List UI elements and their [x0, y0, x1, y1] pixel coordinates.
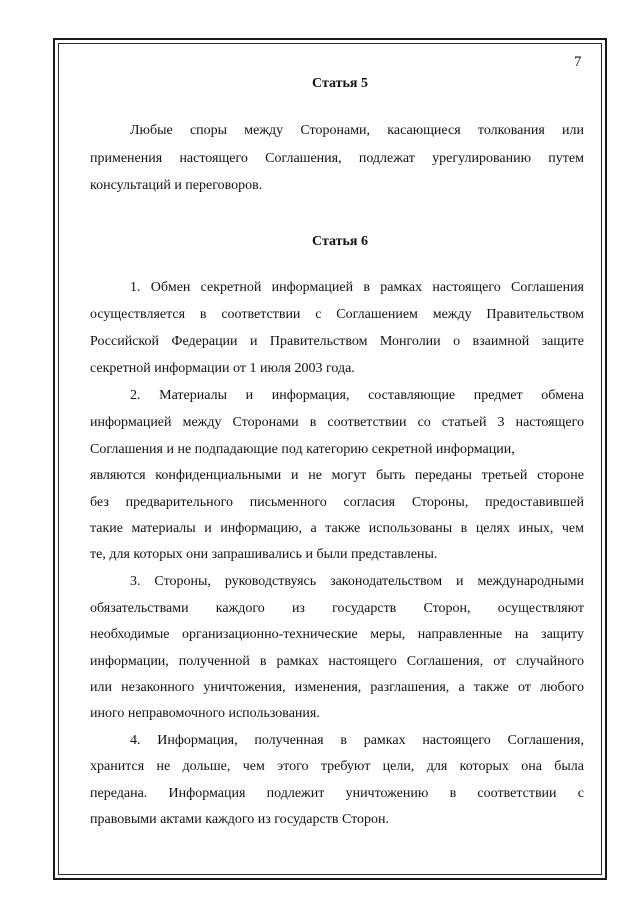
article-6-p1-line: 1. Обмен секретной информацией в рамках настоящего Соглашения [130, 280, 584, 295]
article-6-p3-line: иного неправомочного использования. [90, 706, 320, 721]
article-5-heading: Статья 5 [312, 76, 368, 91]
article-6-p2-line: Соглашения и не подпадающие под категорию секретной информации, [90, 442, 515, 457]
article-5-line: Любые споры между Сторонами, касающиеся толкования или [130, 123, 584, 138]
article-6-p4-line: хранится не дольше, чем этого требуют цели, для которых она была [90, 759, 584, 774]
article-5-line: консультаций и переговоров. [90, 178, 263, 193]
article-6-p1-line: секретной информации от 1 июля 2003 года. [90, 361, 355, 376]
article-5-line: применения настоящего Соглашения, подлежат урегулированию путем [90, 151, 584, 166]
article-6-heading: Статья 6 [312, 234, 368, 249]
page-number: 7 [574, 54, 582, 70]
article-6-p2-line: 2. Материалы и информация, составляющие предмет обмена [130, 388, 584, 403]
article-6-p3-line: 3. Стороны, руководствуясь законодательством и международными [130, 574, 584, 589]
article-6-p2-line: такие материалы и информацию, а также использованы в целях иных, чем [90, 521, 584, 536]
article-6-p4-line: 4. Информация, полученная в рамках настоящего Соглашения, [130, 733, 584, 748]
article-6-p1-line: Российской Федерации и Правительством Монголии о взаимной защите [90, 334, 584, 349]
article-6-p3-line: или незаконного уничтожения, изменения, разглашения, а также от любого [90, 680, 584, 695]
article-6-p2-line: информацией между Сторонами в соответствии со статьей 3 настоящего [90, 415, 584, 430]
article-6-p3-line: обязательствами каждого из государств Сторон, осуществляют [90, 601, 584, 616]
article-6-p4-line: правовыми актами каждого из государств Сторон. [90, 812, 390, 827]
article-6-p2-line: без предварительного письменного согласия Стороны, предоставившей [90, 495, 584, 510]
article-6-p3-line: необходимые организационно-технические меры, направленные на защиту [90, 627, 584, 642]
article-6-p4-line: передана. Информация подлежит уничтожению в соответствии с [90, 786, 584, 801]
page-border-inner [58, 43, 602, 875]
article-6-p2-line: являются конфиденциальными и не могут быть переданы третьей стороне [90, 468, 584, 483]
article-6-p1-line: осуществляется в соответствии с Соглашением между Правительством [90, 307, 584, 322]
article-6-p3-line: информации, полученной в рамках настоящего Соглашения, от случайного [90, 654, 584, 669]
article-6-p2-line: те, для которых они запрашивались и были представлены. [90, 547, 438, 562]
